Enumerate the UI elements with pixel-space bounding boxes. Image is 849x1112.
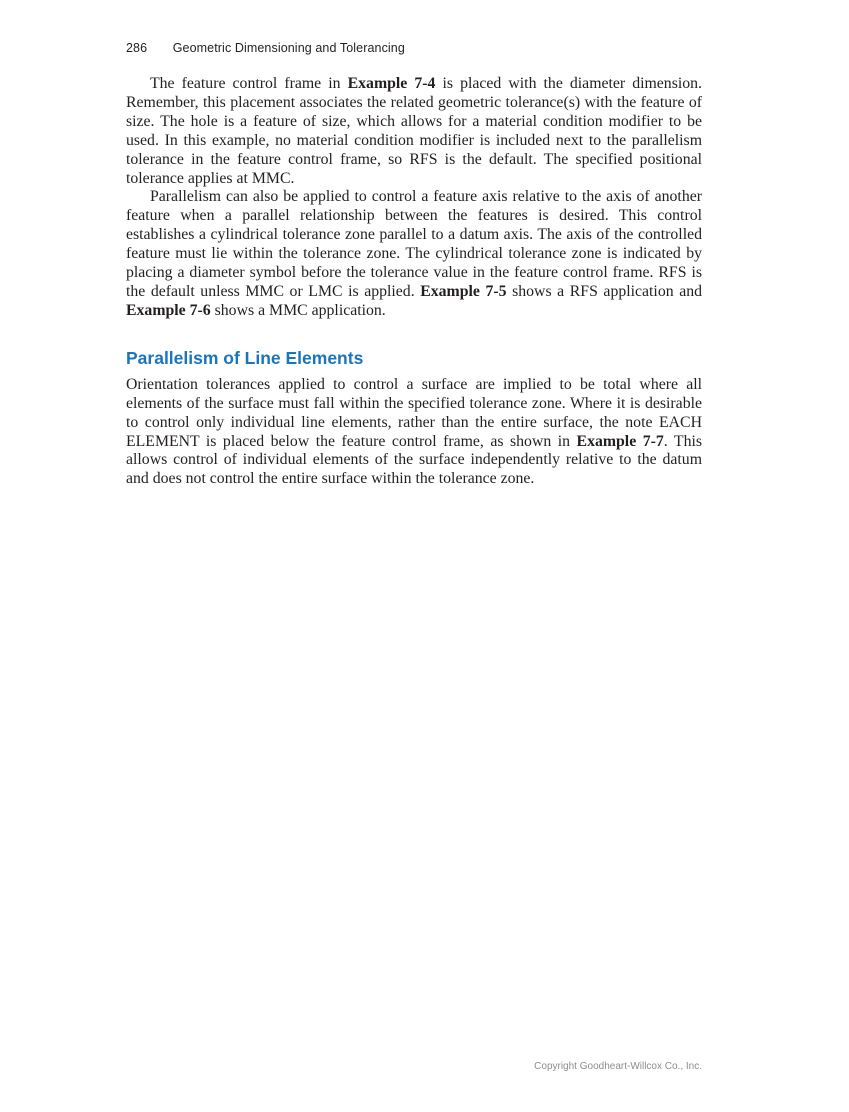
text-run: is placed with the diameter dimension. Remember, this placement associates the related geometric tolerance(s) with the feature of size. The hole is a feature of size, which allows for a material condition modifier to be used. In this example, no material condition modifier is included next to the parallelism tolerance in the feature control frame, so RFS is the default. The specified positional tolerance applies at MMC. <box>126 75 702 187</box>
bold-text-run: Example 7-4 <box>347 75 436 92</box>
section-heading-parallelism-of-line-elements: Parallelism of Line Elements <box>126 347 364 368</box>
bold-text-run: Example 7-5 <box>420 282 507 300</box>
running-title: Geometric Dimensioning and Tolerancing <box>172 41 405 55</box>
page-footer <box>534 1061 702 1072</box>
page-header <box>126 41 702 55</box>
page-body <box>126 75 702 489</box>
paragraph-orientation-tolerances <box>126 376 702 489</box>
text-run: Orientation tolerances applied to control a surface are implied to be total where all elements of the surface must fall within the specified tolerance zone. Where it is desirable to control only individual line elements, rather than the entire surface, the note EACH ELEMENT is placed below the feature control frame, as shown in <box>126 375 702 450</box>
text-run: Parallelism can also be applied to control a feature axis relative to the axis of another feature when a parallel relationship between the features is desired. This control establishes a cylindrical tolerance zone parallel to a datum axis. The axis of the controlled feature must lie within the tolerance zone. The cylindrical tolerance zone is indicated by placing a diameter symbol before the tolerance value in the feature control frame. RFS is the default unless MMC or LMC is applied. <box>126 188 702 300</box>
text-run: shows a RFS application and <box>506 282 702 300</box>
bold-text-run: Example 7-6 <box>126 301 211 319</box>
text-run: The feature control frame in <box>150 75 348 92</box>
bold-text-run: Example 7-7 <box>576 432 664 450</box>
paragraph-parallelism-axis <box>126 188 702 320</box>
page-number: 286 <box>126 41 148 55</box>
text-run: . This allows control of individual elements of the surface independently relative to the datum and does not control the entire surface within the tolerance zone. <box>126 432 703 488</box>
text-run: shows a MMC application. <box>210 301 386 319</box>
paragraph-feature-control-frame <box>126 75 702 188</box>
copyright-notice: Copyright Goodheart-Willcox Co., Inc. <box>534 1061 702 1072</box>
